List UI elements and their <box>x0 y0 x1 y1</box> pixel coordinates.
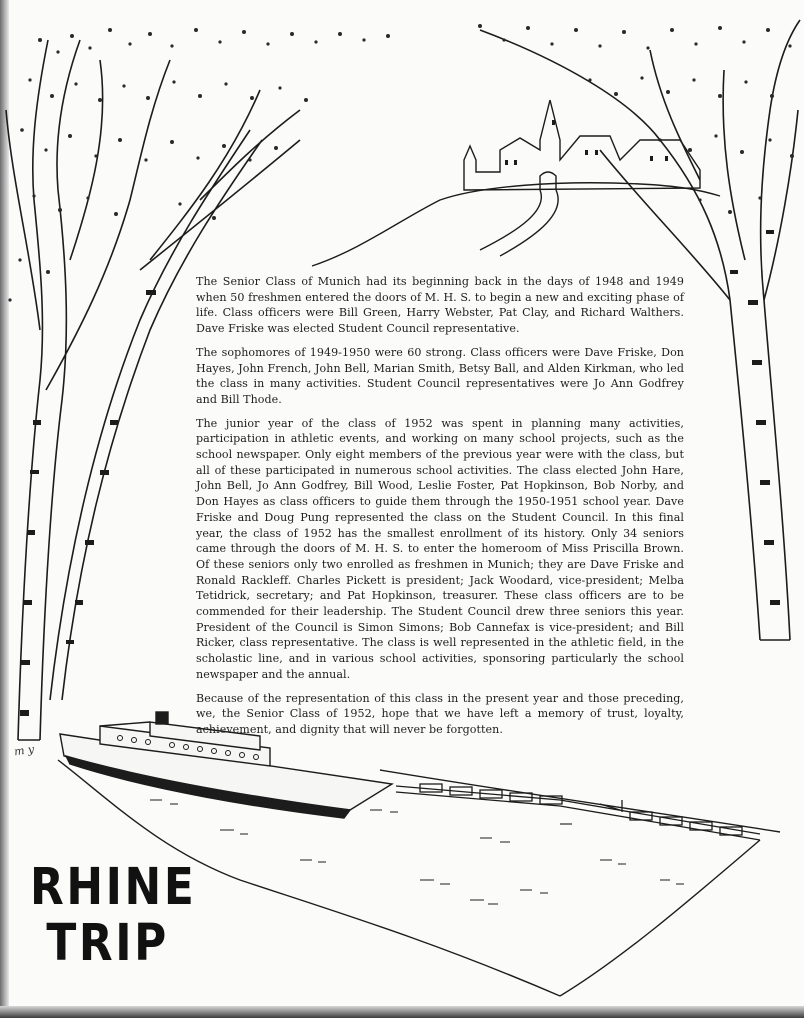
paragraph-closing: Because of the representation of this class in the present year and those preceding, we, the Senior Class of 1952, hope that we have left a memory of trust, loyalty, achievement, and dignity that will never be forgotten. <box>196 691 684 736</box>
left-birch-bark <box>20 290 156 716</box>
hill-with-castle <box>312 100 720 266</box>
class-history-text <box>196 274 684 746</box>
paragraph-freshman-year: The Senior Class of Munich had its beginning back in the days of 1948 and 1949 when 50 freshmen entered the doors of M. H. S. to begin a new and exciting phase of life. Class officers were Bill Green, Harry Webster, Pat Clay, and Richard Walthers. Dave Friske was elected Student Council representative. <box>196 275 684 336</box>
barge-train <box>396 784 760 840</box>
left-tree-leaves <box>8 28 390 302</box>
page-title <box>30 860 202 972</box>
paragraph-junior-senior-years: The junior year of the class of 1952 was spent in planning many activities, participation in athletic events, and working on many school projects, such as the school newspaper. Only eight members of the previous year were with the class, but all of these participated in numerous school activities. The class elected John Hare, John Bell, Jo Ann Godfrey, Bill Wood, Leslie Foster, Pat Hopkinson, Bob Norby, and Don Hayes as class officers to guide them through the 1950-1951 school year. Dave Friske and Doug Pung represented the class on the Student Council. In this final year, the class of 1952 has the smallest enrollment of its history. Only 34 seniors came through the doors of M. H. S. to enter the homeroom of Miss Priscilla Brown. Of these seniors only two enrolled as freshmen in Munich; they are Dave Friske and Ronald Rackleff. Charles Pickett is president; Jack Woodard, vice-president; Melba Tetidrick, secretary; and Pat Hopkinson, treasurer. These class officers are to be commended for their leadership. The Student Council drew three seniors this year. President of the Council is Simon Simons; Bob Cannefax is vice-president; and Bill Ricker, class representative. The class is well represented in the athletic field, in the scholastic line, and in various school activities, sponsoring particularly the school newspaper and the annual. <box>196 416 684 681</box>
river-ripples <box>150 800 684 904</box>
page-bottom-shadow <box>0 1006 804 1018</box>
title-line-2: TRIP <box>46 914 169 973</box>
right-birch-bark <box>730 230 780 605</box>
artist-signature: m y <box>13 742 35 759</box>
castle-windows <box>505 120 668 165</box>
paragraph-sophomore-year: The sophomores of 1949-1950 were 60 strong. Class officers were Dave Friske, Don Hayes, John French, John Bell, Marian Smith, Betsy Ball, and Alden Kirkman, who led the class in many activities. Student Council representatives were Jo Ann Godfrey and Bill Thode. <box>196 345 684 406</box>
title-line-1: RHINE <box>30 858 197 917</box>
